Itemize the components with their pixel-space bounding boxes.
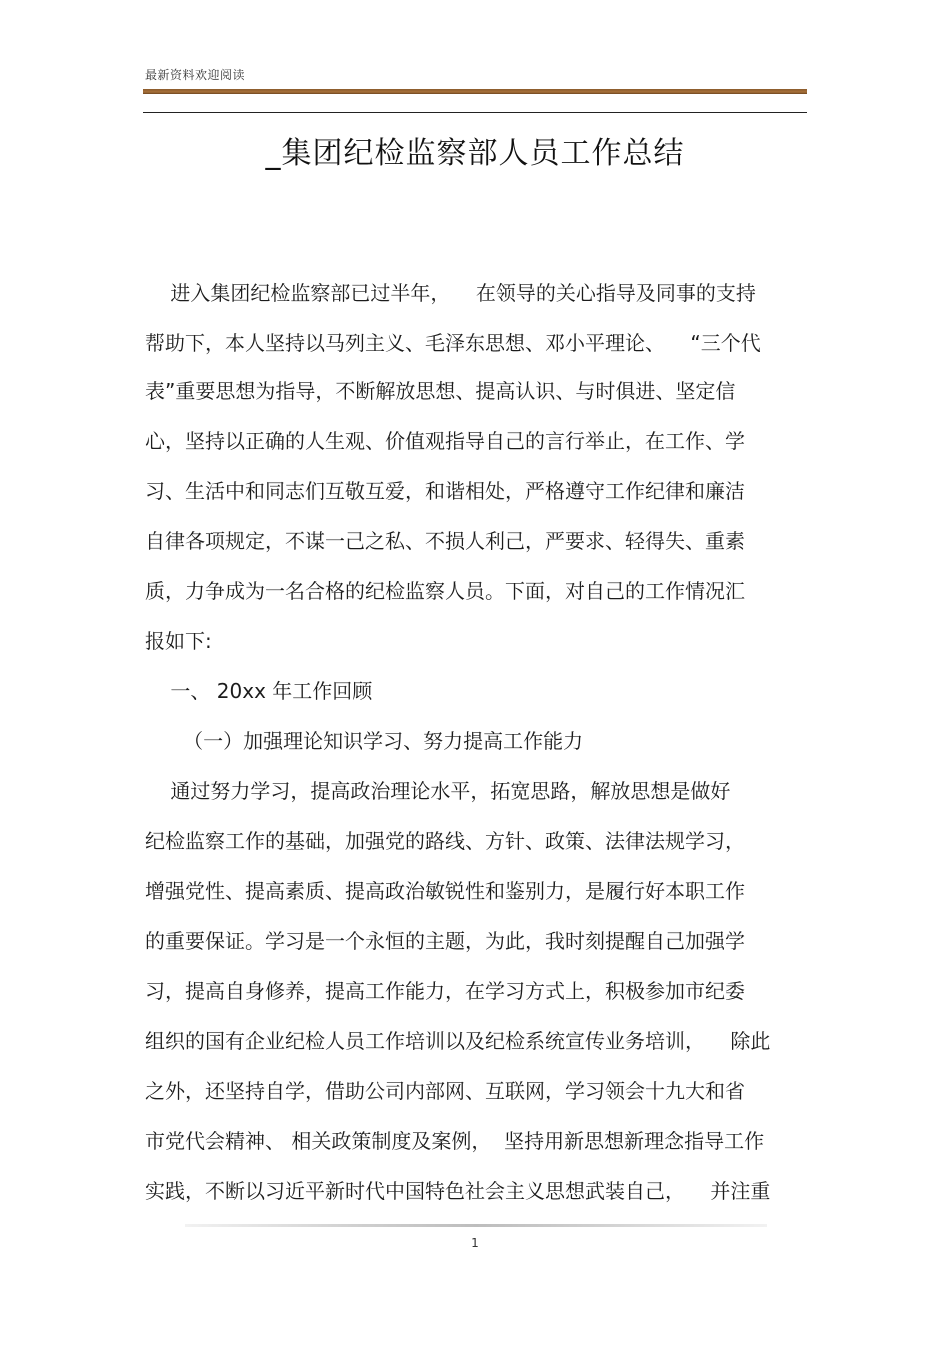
subsection-heading-1: （一）加强理论知识学习、努力提高工作能力 [145, 729, 584, 753]
document-title: _集团纪检监察部人员工作总结 [265, 136, 685, 171]
body-line-13: 增强党性、提高素质、提高政治敏锐性和鉴别力，是履行好本职工作 [145, 879, 745, 903]
page-number: 1 [471, 1236, 479, 1250]
body-line-5: 习、生活中和同志们互敬互爱，和谐相处，严格遵守工作纪律和廉洁 [145, 479, 745, 503]
header-rule-thick [143, 89, 807, 94]
body-line-1: 进入集团纪检监察部已过半年， 在领导的关心指导及同事的支持 [145, 281, 756, 305]
body-line-14: 的重要保证。学习是一个永恒的主题，为此，我时刻提醒自己加强学 [145, 929, 745, 953]
body-line-12: 纪检监察工作的基础，加强党的路线、方针、政策、法律法规学习， [145, 829, 745, 853]
body-line-3: 表”重要思想为指导，不断解放思想、提高认识、与时俱进、坚定信 [145, 379, 736, 403]
body-line-2: 帮助下，本人坚持以马列主义、毛泽东思想、邓小平理论、 “三个代 [145, 331, 761, 355]
body-line-8: 报如下: [145, 629, 212, 653]
body-line-11: 通过努力学习，提高政治理论水平，拓宽思路，解放思想是做好 [145, 779, 731, 803]
header-label: 最新资料欢迎阅读 [145, 68, 246, 82]
body-line-19: 实践，不断以习近平新时代中国特色社会主义思想武装自己， 并注重 [145, 1179, 771, 1203]
body-line-17: 之外，还坚持自学，借助公司内部网、互联网，学习领会十九大和省 [145, 1079, 745, 1103]
body-line-4: 心，坚持以正确的人生观、价值观指导自己的言行举止，在工作、学 [145, 429, 745, 453]
body-line-16: 组织的国有企业纪检人员工作培训以及纪检系统宣传业务培训， 除此 [145, 1029, 771, 1053]
body-line-15: 习，提高自身修养，提高工作能力，在学习方式上，积极参加市纪委 [145, 979, 745, 1003]
body-line-18: 市党代会精神、 相关政策制度及案例， 坚持用新思想新理念指导工作 [145, 1129, 765, 1153]
section-heading-1: 一、 20xx 年工作回顾 [145, 679, 373, 703]
body-line-6: 自律各项规定，不谋一己之私、不损人利己，严要求、轻得失、重素 [145, 529, 745, 553]
header-rule-thin [143, 112, 807, 113]
footer-rule [185, 1224, 767, 1227]
body-line-7: 质，力争成为一名合格的纪检监察人员。下面，对自己的工作情况汇 [145, 579, 745, 603]
